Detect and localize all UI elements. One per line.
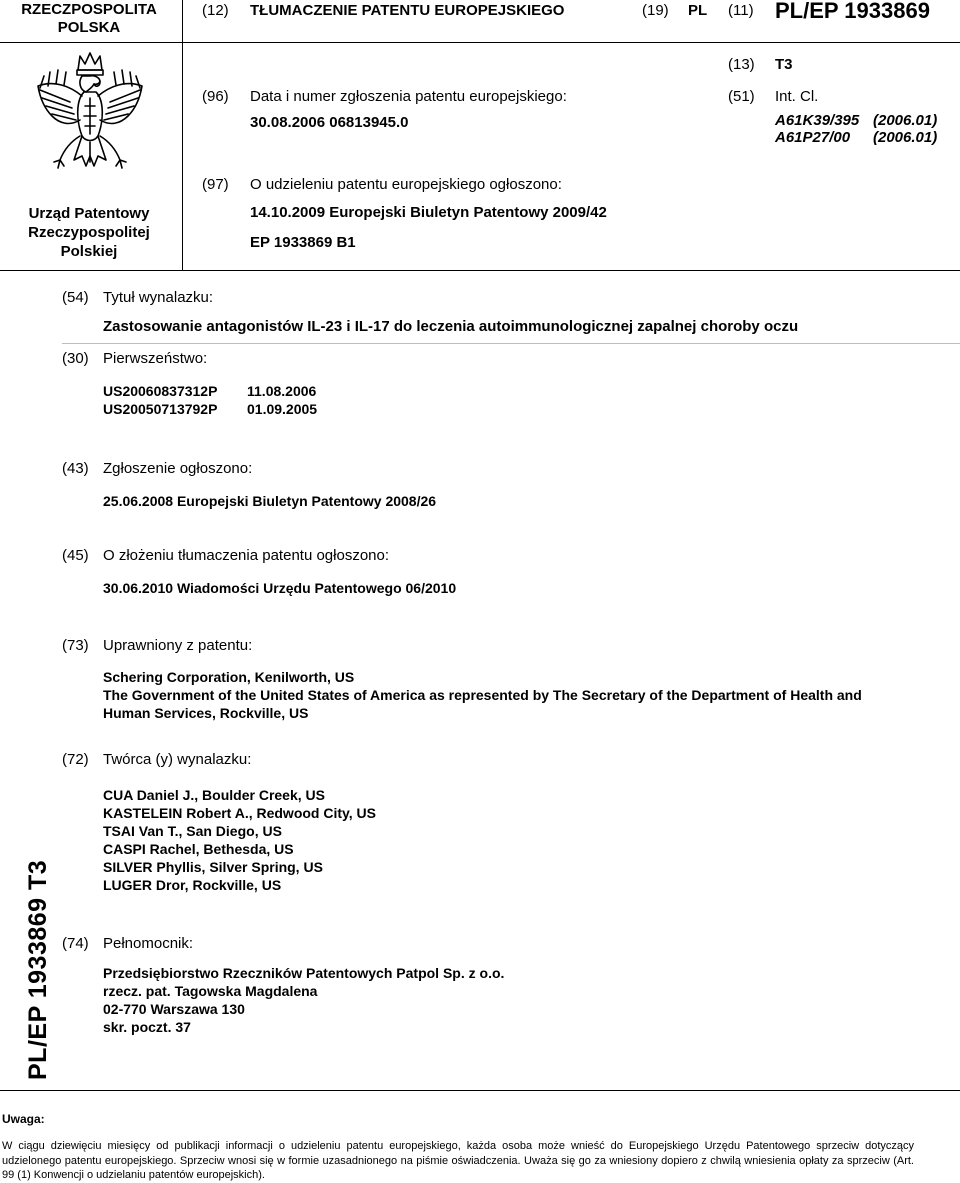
proprietor-label: Uprawniony z patentu: [103, 637, 253, 654]
attorney-line: 02-770 Warszawa 130 [103, 1001, 245, 1017]
inid-97: (97) [202, 176, 229, 193]
country-code: PL [688, 2, 708, 19]
side-patent-label: PL/EP 1933869 T3 [24, 859, 52, 1080]
int-cl-label: Int. Cl. [775, 88, 819, 105]
kind-code: T3 [775, 56, 793, 73]
patent-number: PL/EP 1933869 [775, 0, 930, 23]
document-type: TŁUMACZENIE PATENTU EUROPEJSKIEGO [250, 2, 565, 19]
inventors-list [103, 786, 376, 894]
ipc-version: (2006.01) [873, 129, 938, 146]
inid-73: (73) [62, 637, 89, 654]
ipc-version: (2006.01) [873, 112, 938, 129]
priority-label: Pierwszeństwo: [103, 350, 208, 367]
inid-51: (51) [728, 88, 755, 105]
proprietor-line: The Government of the United States of America as represented by The Secretary of the Department of Health and [103, 687, 862, 703]
patent-office-name: Urząd Patentowy Rzeczypospolitej Polskiej [28, 205, 150, 260]
country-name: RZECZPOSPOLITA POLSKA [21, 1, 157, 36]
inid-74: (74) [62, 935, 89, 952]
attorney-list [103, 964, 504, 1036]
inventor-line: KASTELEIN Robert A., Redwood City, US [103, 805, 377, 821]
polish-eagle-emblem [30, 50, 150, 190]
priority-number: US20050713792P [103, 401, 218, 417]
priority-date: 11.08.2006 [247, 383, 317, 399]
proprietor-line: Schering Corporation, Kenilworth, US [103, 669, 355, 685]
attorney-line: rzecz. pat. Tagowska Magdalena [103, 983, 318, 999]
inventor-line: LUGER Dror, Rockville, US [103, 877, 282, 893]
inid-96: (96) [202, 88, 229, 105]
inid-11: (11) [728, 2, 754, 19]
inventor-line: CASPI Rachel, Bethesda, US [103, 841, 294, 857]
inid-13: (13) [728, 56, 755, 73]
section-rule [0, 270, 960, 271]
proprietor-list [103, 668, 862, 722]
attorney-label: Pełnomocnik: [103, 935, 194, 952]
inid-43: (43) [62, 460, 89, 477]
invention-title: Zastosowanie antagonistów IL-23 i IL-17 do leczenia autoimmunologicznej zapalnej choroby oczu [103, 318, 799, 335]
ipc-symbol: A61P27/00 [775, 129, 851, 146]
priority-date: 01.09.2005 [247, 401, 318, 417]
footer-rule [0, 1090, 960, 1091]
ipc-symbol: A61K39/395 [775, 112, 860, 129]
proprietor-line: Human Services, Rockville, US [103, 705, 309, 721]
header-rule [0, 42, 960, 43]
translation-published-value: 30.06.2010 Wiadomości Urzędu Patentowego 06/2010 [103, 580, 457, 596]
inventors-label: Twórca (y) wynalazku: [103, 751, 252, 768]
inventor-line: CUA Daniel J., Boulder Creek, US [103, 787, 325, 803]
translation-published-label: O złożeniu tłumaczenia patentu ogłoszono: [103, 547, 390, 564]
filing-label: Data i numer zgłoszenia patentu europejskiego: [250, 88, 567, 105]
inid-54: (54) [62, 289, 89, 306]
application-published-value: 25.06.2008 Europejski Biuletyn Patentowy 2008/26 [103, 493, 437, 509]
inid-30: (30) [62, 350, 89, 367]
inid-19: (19) [642, 2, 669, 19]
inventor-line: SILVER Phyllis, Silver Spring, US [103, 859, 323, 875]
grant-value: 14.10.2009 Europejski Biuletyn Patentowy 2009/42 [250, 204, 607, 221]
header-divider [182, 0, 183, 270]
priority-number: US20060837312P [103, 383, 218, 399]
title-divider [62, 343, 960, 344]
ep-number: EP 1933869 B1 [250, 234, 356, 251]
note-label: Uwaga: [2, 1112, 45, 1126]
inid-12: (12) [202, 2, 229, 19]
attorney-line: Przedsiębiorstwo Rzeczników Patentowych Patpol Sp. z o.o. [103, 965, 505, 981]
title-label: Tytuł wynalazku: [103, 289, 214, 306]
inid-72: (72) [62, 751, 89, 768]
inventor-line: TSAI Van T., San Diego, US [103, 823, 282, 839]
attorney-line: skr. poczt. 37 [103, 1019, 191, 1035]
application-published-label: Zgłoszenie ogłoszono: [103, 460, 253, 477]
note-text: W ciągu dziewięciu miesięcy od publikacji informacji o udzieleniu patentu europejskiego, każda osoba może wnieść do Europejskiego Urzędu Patentowego sprzeciw dotyczący udzielonego patentu europejskiego. Sprzeciw wnosi się w formie uzasadnionego na piśmie oświadczenia. Uważa się go za wniesiony dopiero z chwilą wniesienia opłaty za sprzeciw (Art. 99 (1) Konwencji o udzielaniu patentów europejskich). [2, 1140, 914, 1181]
inid-45: (45) [62, 547, 89, 564]
grant-label: O udzieleniu patentu europejskiego ogłoszono: [250, 176, 562, 193]
filing-value: 30.08.2006 06813945.0 [250, 114, 409, 131]
